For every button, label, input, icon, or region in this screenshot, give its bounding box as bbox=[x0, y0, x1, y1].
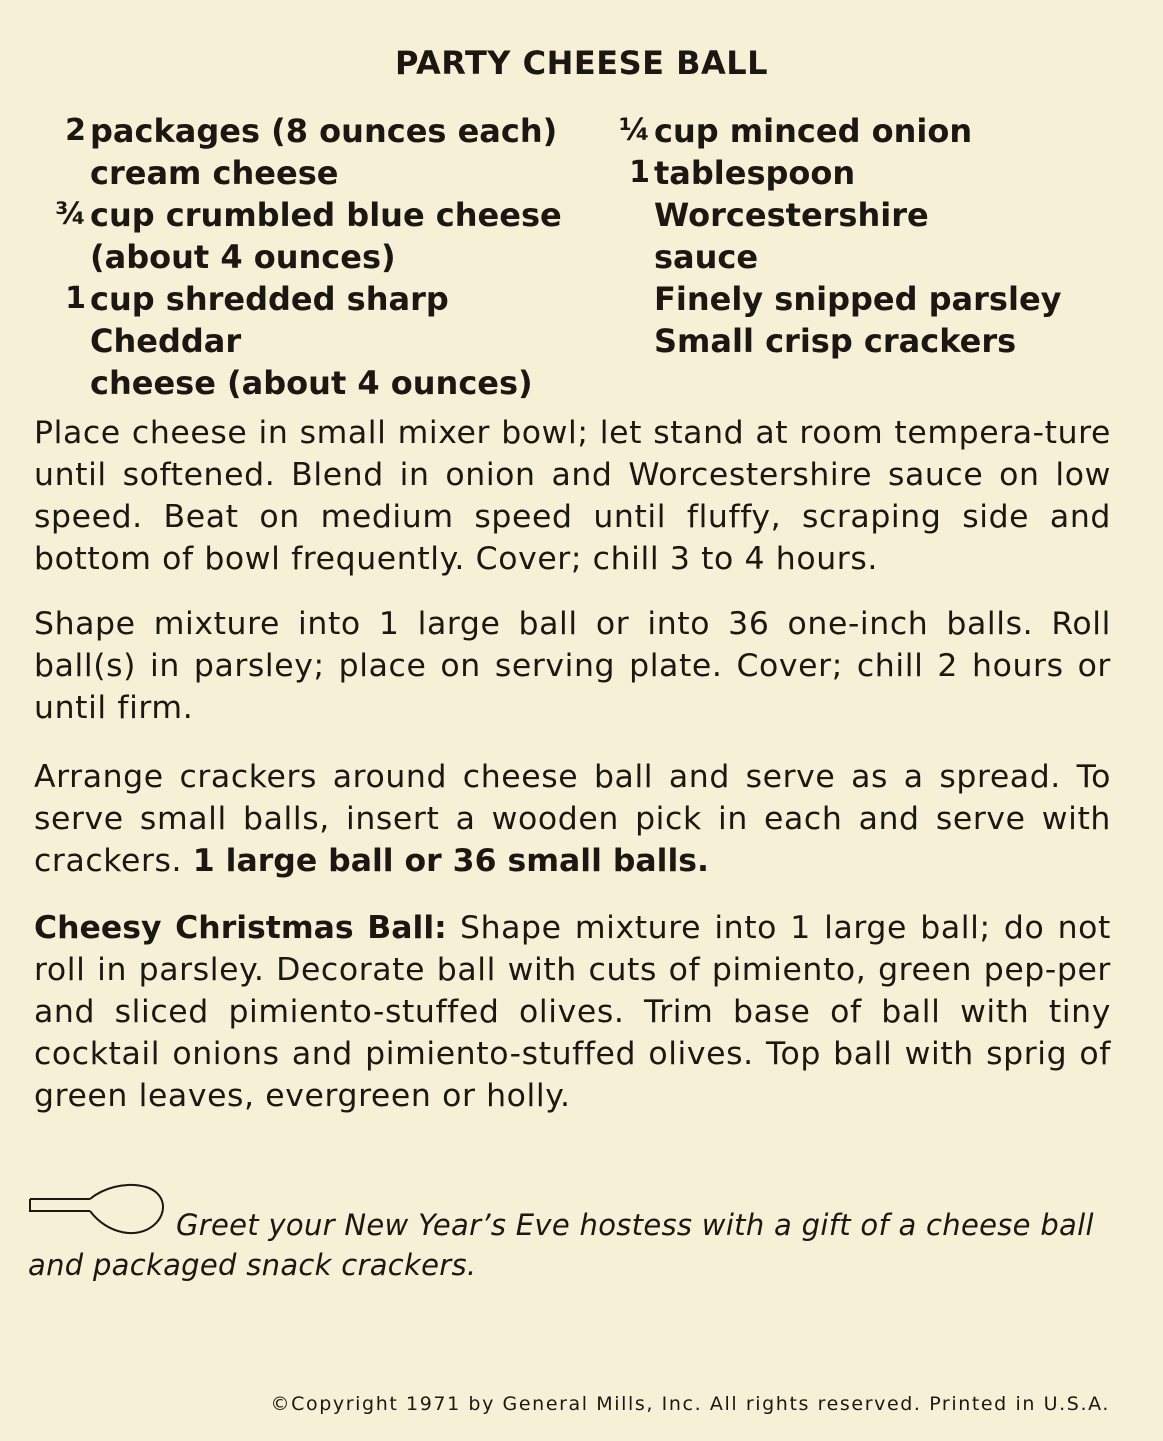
ingredient-quantity bbox=[600, 278, 654, 320]
ingredient-line: Small crisp crackers bbox=[654, 322, 1017, 360]
ingredient-item bbox=[600, 152, 1140, 278]
ingredient-line: packages (8 ounces each) bbox=[90, 112, 558, 150]
instruction-paragraph bbox=[34, 412, 1111, 580]
ingredient-quantity bbox=[600, 320, 654, 362]
ingredient-quantity: 1 bbox=[65, 281, 86, 316]
ingredient-quantity: 2 bbox=[65, 113, 86, 148]
instruction-paragraph bbox=[34, 603, 1111, 729]
copyright-notice: ©Copyright 1971 by General Mills, Inc. All rights reserved. Printed in U.S.A. bbox=[270, 1393, 1110, 1415]
ingredient-line: Finely snipped parsley bbox=[654, 280, 1062, 318]
instruction-paragraph bbox=[34, 756, 1111, 882]
recipe-title: PARTY CHEESE BALL bbox=[394, 44, 769, 82]
variation-paragraph bbox=[34, 907, 1111, 1117]
ingredient-item bbox=[46, 194, 586, 278]
ingredient-line: (about 4 ounces) bbox=[90, 238, 396, 276]
ingredient-item bbox=[46, 278, 586, 404]
ingredient-line: cheese (about 4 ounces) bbox=[90, 364, 533, 402]
ingredient-quantity: ¼ bbox=[618, 113, 650, 148]
ingredient-item bbox=[46, 110, 586, 194]
instruction-text: Place cheese in small mixer bowl; let stand at room tempera-ture until softened. Blend in onion and Worcestershire sauce on low speed. Beat on medium speed until fluffy, scraping side and bottom of bowl frequently. Cover; chill 3 to 4 hours. bbox=[34, 415, 1111, 577]
ingredient-line: cream cheese bbox=[90, 154, 339, 192]
ingredient-quantity: 1 bbox=[629, 155, 650, 190]
ingredient-item bbox=[600, 110, 1140, 152]
ingredient-line: cup minced onion bbox=[654, 112, 973, 150]
ingredient-line: cup crumbled blue cheese bbox=[90, 196, 562, 234]
instruction-text: Shape mixture into 1 large ball or into 36 one-inch balls. Roll ball(s) in parsley; place on serving plate. Cover; chill 2 hours or until firm. bbox=[34, 606, 1111, 726]
ingredient-item bbox=[600, 278, 1140, 320]
serving-tip: Greet your New Year’s Eve hostess with a gift of a cheese ball and packaged snack crackers. bbox=[28, 1208, 1094, 1282]
ingredients-right-column bbox=[600, 110, 1140, 362]
ingredient-item bbox=[600, 320, 1140, 362]
ingredient-line: sauce bbox=[654, 238, 759, 276]
variation-title: Cheesy Christmas Ball: bbox=[34, 910, 447, 946]
ingredient-quantity: ¾ bbox=[54, 197, 86, 232]
ingredient-line: tablespoon Worcestershire bbox=[654, 154, 929, 234]
recipe-yield: 1 large ball or 36 small balls. bbox=[192, 843, 709, 879]
ingredients-left-column bbox=[46, 110, 586, 404]
variation-text: Shape mixture into 1 large ball; do not roll in parsley. Decorate ball with cuts of pimiento, green pep-per and sliced pimiento-stuffed olives. Trim base of ball with tiny cocktail onions and pimiento-stuffed olives. Top ball with sprig of green leaves, evergreen or holly. bbox=[34, 910, 1111, 1114]
ingredient-line: cup shredded sharp Cheddar bbox=[90, 280, 449, 360]
instruction-text: Arrange crackers around cheese ball and serve as a spread. To serve small balls, insert a wooden pick in each and serve with crackers. bbox=[34, 759, 1111, 879]
